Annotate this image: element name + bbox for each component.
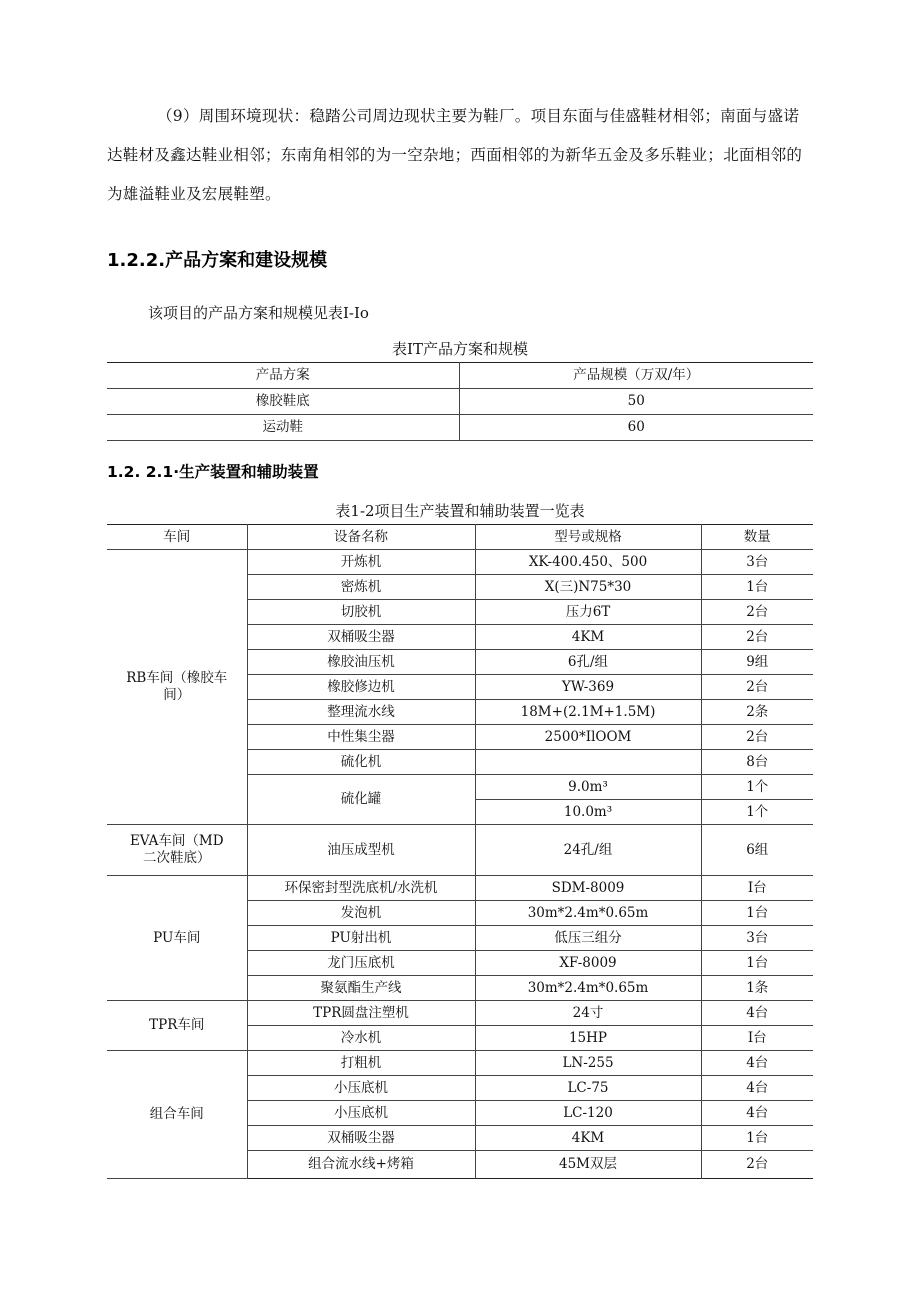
table-cell: 小压底机 — [247, 1076, 475, 1101]
table-cell: 整理流水线 — [247, 700, 475, 725]
table-cell: 1台 — [701, 575, 813, 600]
table-cell: 聚氨酯生产线 — [247, 976, 475, 1001]
table-cell: 1台 — [701, 951, 813, 976]
table-cell: 4台 — [701, 1076, 813, 1101]
table-cell: 50 — [459, 389, 813, 415]
table-cell: 30m*2.4m*0.65m — [475, 976, 701, 1001]
workshop-cell: PU车间 — [107, 876, 247, 1001]
table1-caption: 表IT产品方案和规模 — [392, 340, 528, 358]
table-cell: 橡胶修边机 — [247, 675, 475, 700]
environment-paragraph: （9）周围环境现状：稳踏公司周边现状主要为鞋厂。项目东面与佳盛鞋材相邻；南面与盛诺达鞋材及鑫达鞋业相邻；东南角相邻的为一空杂地；西面相邻的为新华五金及多乐鞋业；北面相邻的为雄溢鞋业及宏展鞋塑。 — [107, 107, 803, 203]
table-cell: 压力6T — [475, 600, 701, 625]
table-cell: 24孔/组 — [475, 825, 701, 876]
table-cell: LC-120 — [475, 1101, 701, 1126]
table-cell: 45M双层 — [475, 1151, 701, 1179]
table-cell: 60 — [459, 415, 813, 441]
table-cell: 密炼机 — [247, 575, 475, 600]
table-header-row — [107, 363, 813, 389]
header-cell: 车间 — [107, 525, 247, 550]
table-cell: 2条 — [701, 700, 813, 725]
table-cell: 6组 — [701, 825, 813, 876]
table-cell: 2台 — [701, 625, 813, 650]
workshop-cell: TPR车间 — [107, 1001, 247, 1051]
table-cell: 小压底机 — [247, 1101, 475, 1126]
header-cell: 产品方案 — [107, 363, 459, 389]
table-cell: 硫化罐 — [247, 775, 475, 825]
table-cell: 2台 — [701, 600, 813, 625]
table-cell: 3台 — [701, 926, 813, 951]
table-cell: 1台 — [701, 901, 813, 926]
table-cell: 发泡机 — [247, 901, 475, 926]
section-heading-product-plan: 1.2.2.产品方案和建设规模 — [107, 250, 328, 271]
table-cell: TPR圆盘注塑机 — [247, 1001, 475, 1026]
intro-text: 该项目的产品方案和规模见表I-Io — [148, 304, 369, 322]
table-cell: 3台 — [701, 550, 813, 575]
section-heading-equipment: 1.2. 2.1·生产装置和辅助装置 — [107, 463, 319, 481]
table-cell: 环保密封型洗底机/水洗机 — [247, 876, 475, 901]
table-row — [107, 825, 813, 876]
table-cell: 10.0m³ — [475, 800, 701, 825]
table-cell: 硫化机 — [247, 750, 475, 775]
workshop-cell: 组合车间 — [107, 1051, 247, 1179]
table-cell: 24寸 — [475, 1001, 701, 1026]
table-cell: 龙门压底机 — [247, 951, 475, 976]
table-cell: 1个 — [701, 775, 813, 800]
table-header-row — [107, 525, 813, 550]
table2-caption: 表1-2项目生产装置和辅助装置一览表 — [335, 502, 585, 520]
table-cell: 组合流水线+烤箱 — [247, 1151, 475, 1179]
workshop-cell: EVA车间（MD二次鞋底） — [107, 825, 247, 876]
table-cell: X(三)N75*30 — [475, 575, 701, 600]
table-cell: 1台 — [701, 1126, 813, 1151]
table-cell: PU射出机 — [247, 926, 475, 951]
table-cell: 2台 — [701, 1151, 813, 1179]
table-cell: 运动鞋 — [107, 415, 459, 441]
table-cell: 15HP — [475, 1026, 701, 1051]
header-cell: 型号或规格 — [475, 525, 701, 550]
table-cell: 2台 — [701, 675, 813, 700]
table-cell: 6孔/组 — [475, 650, 701, 675]
table-cell: LN-255 — [475, 1051, 701, 1076]
product-plan-table — [107, 362, 813, 441]
table-cell: 1条 — [701, 976, 813, 1001]
table-row — [107, 1001, 813, 1026]
table-cell: 切胶机 — [247, 600, 475, 625]
table-cell — [475, 750, 701, 775]
header-cell: 数量 — [701, 525, 813, 550]
equipment-table — [107, 524, 813, 1179]
table-cell: 2500*IlOOM — [475, 725, 701, 750]
table-cell: 4台 — [701, 1001, 813, 1026]
table-cell: XK-400.450、500 — [475, 550, 701, 575]
table-cell: 橡胶油压机 — [247, 650, 475, 675]
table-row — [107, 1051, 813, 1076]
table-cell: 打粗机 — [247, 1051, 475, 1076]
table-cell: 4KM — [475, 625, 701, 650]
table-cell: SDM-8009 — [475, 876, 701, 901]
table-cell: 4台 — [701, 1101, 813, 1126]
table-cell: 4KM — [475, 1126, 701, 1151]
table-cell: XF-8009 — [475, 951, 701, 976]
header-cell: 设备名称 — [247, 525, 475, 550]
table-cell: YW-369 — [475, 675, 701, 700]
table-cell: 2台 — [701, 725, 813, 750]
table-cell: 开炼机 — [247, 550, 475, 575]
table-cell: 30m*2.4m*0.65m — [475, 901, 701, 926]
table-cell: 中性集尘器 — [247, 725, 475, 750]
table-cell: 冷水机 — [247, 1026, 475, 1051]
table-row — [107, 389, 813, 415]
table-cell: 9.0m³ — [475, 775, 701, 800]
table-cell: 9组 — [701, 650, 813, 675]
header-cell: 产品规模（万双/年） — [459, 363, 813, 389]
table-cell: 8台 — [701, 750, 813, 775]
table-cell: LC-75 — [475, 1076, 701, 1101]
table-cell: I台 — [701, 876, 813, 901]
table-cell: 低压三组分 — [475, 926, 701, 951]
table-row — [107, 876, 813, 901]
table-cell: I台 — [701, 1026, 813, 1051]
table-cell: 双桶吸尘器 — [247, 625, 475, 650]
workshop-cell: RB车间（橡胶车间） — [107, 550, 247, 825]
table-row — [107, 550, 813, 575]
table-cell: 双桶吸尘器 — [247, 1126, 475, 1151]
table-cell: 橡胶鞋底 — [107, 389, 459, 415]
table-cell: 1个 — [701, 800, 813, 825]
table-row — [107, 415, 813, 441]
table-cell: 4台 — [701, 1051, 813, 1076]
table-cell: 油压成型机 — [247, 825, 475, 876]
table-cell: 18M+(2.1M+1.5M) — [475, 700, 701, 725]
